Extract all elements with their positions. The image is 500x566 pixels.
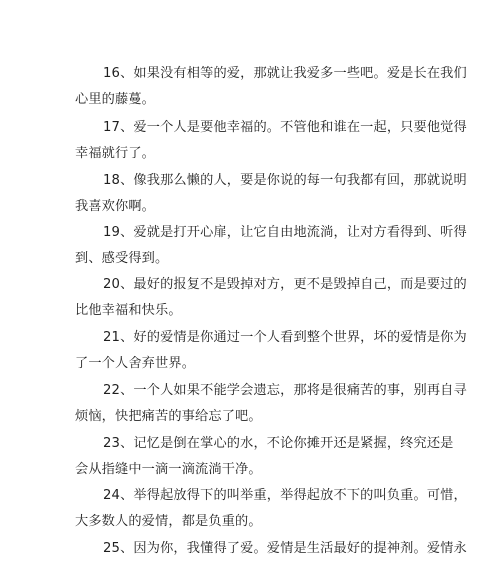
entry-20-line-2: 比他幸福和快乐。 — [75, 303, 182, 318]
entry-16-line-2: 心里的藤蔓。 — [75, 92, 156, 107]
entry-23 — [75, 431, 454, 483]
entry-24-line-2: 大多数人的爱情，都是负重的。 — [75, 514, 262, 529]
entry-17-line-1: 17、爱一个人是要他幸福的。不管他和谁在一起，只要他觉得 — [103, 120, 467, 135]
entry-16-line-1: 16、如果没有相等的爱，那就让我爱多一些吧。爱是长在我们 — [103, 66, 467, 81]
entry-17-line-2: 幸福就行了。 — [75, 146, 156, 161]
entry-22 — [75, 378, 467, 430]
entry-24 — [75, 483, 467, 535]
entry-18 — [75, 168, 467, 220]
entry-21-line-1: 21、好的爱情是你通过一个人看到整个世界，坏的爱情是你为 — [103, 330, 467, 345]
entry-22-line-2: 烦恼，快把痛苦的事给忘了吧。 — [75, 409, 262, 424]
entry-19-line-2: 到、感受得到。 — [75, 251, 169, 266]
entry-18-line-2: 我喜欢你啊。 — [75, 199, 156, 214]
entry-25 — [103, 536, 467, 562]
entry-22-line-1: 22、一个人如果不能学会遗忘，那将是很痛苦的事，别再自寻 — [103, 383, 467, 398]
entry-25-line-1: 25、因为你，我懂得了爱。爱情是生活最好的提神剂。爱情永 — [103, 541, 467, 556]
entry-21 — [75, 325, 467, 377]
entry-23-line-2: 会从指缝中一滴一滴流淌干净。 — [75, 462, 262, 477]
entry-19 — [75, 220, 467, 272]
entry-17 — [75, 115, 467, 167]
entry-20-line-1: 20、最好的报复不是毁掉对方，更不是毁掉自己，而是要过的 — [103, 277, 467, 292]
entry-21-line-2: 了一个人舍弃世界。 — [75, 356, 196, 371]
entry-19-line-1: 19、爱就是打开心扉，让它自由地流淌，让对方看得到、听得 — [103, 225, 467, 240]
entry-18-line-1: 18、像我那么懒的人，要是你说的每一句我都有回，那就说明 — [103, 173, 467, 188]
entry-16 — [75, 61, 467, 113]
entry-23-line-1: 23、记忆是倒在掌心的水，不论你摊开还是紧握，终究还是 — [103, 436, 454, 451]
entry-24-line-1: 24、举得起放得下的叫举重，举得起放不下的叫负重。可惜， — [103, 488, 467, 503]
entry-20 — [75, 272, 467, 324]
